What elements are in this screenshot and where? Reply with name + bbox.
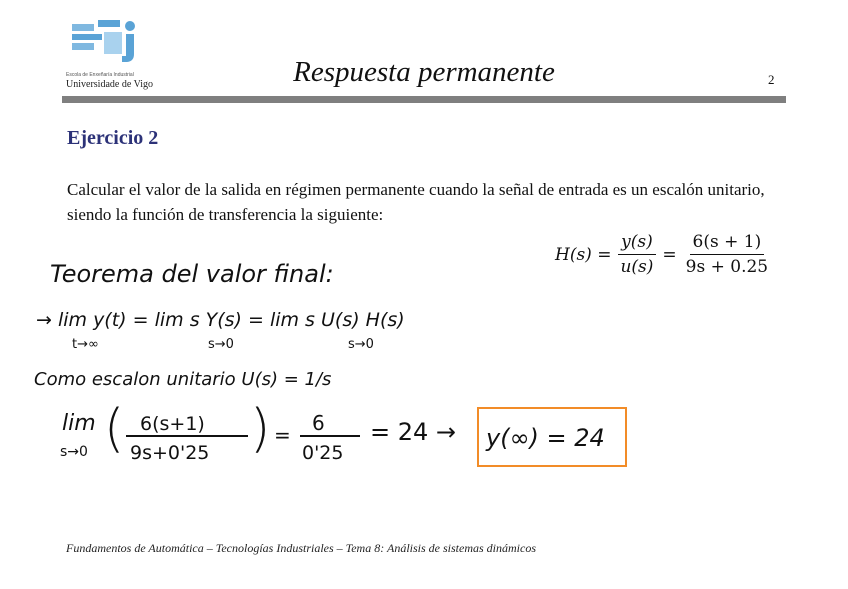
hw-paren-close: ) bbox=[250, 399, 271, 459]
hw-lim: lim bbox=[62, 411, 96, 436]
hw-lim-sub: s→0 bbox=[60, 444, 88, 460]
hw-limit-line: → lim y(t) = lim s Y(s) = lim s U(s) H(s) bbox=[36, 309, 405, 331]
hw-paren-open: ( bbox=[104, 399, 125, 459]
exercise-heading: Ejercicio 2 bbox=[67, 127, 159, 149]
exercise-statement: Calcular el valor de la salida en régimen permanente cuando la señal de entrada es un escalón unitario, siendo la función de transferencia la siguiente: bbox=[67, 180, 765, 224]
hw-boxed-result: y(∞) = 24 bbox=[486, 424, 605, 452]
hw-frac2-num: 6 bbox=[312, 411, 325, 435]
formula-frac2-num: 6(s + 1) bbox=[690, 232, 765, 255]
page-number: 2 bbox=[768, 72, 775, 87]
hw-limit-t: t→∞ bbox=[72, 337, 99, 352]
formula-frac1-den: u(s) bbox=[620, 257, 654, 277]
logo-university-text: Universidade de Vigo bbox=[66, 79, 153, 90]
formula-lhs: H(s) = bbox=[555, 244, 612, 265]
hw-frac2-den: 0'25 bbox=[302, 442, 344, 464]
hw-result: = 24 → bbox=[370, 418, 457, 446]
hw-equals: = bbox=[274, 423, 291, 447]
formula-frac2-den: 9s + 0.25 bbox=[685, 257, 769, 277]
formula-fraction-2 bbox=[683, 232, 771, 277]
header-divider bbox=[62, 96, 786, 103]
hw-frac-num: 6(s+1) bbox=[140, 413, 205, 435]
logo-school-text: Escola de Enxeñaría Industrial bbox=[66, 72, 134, 78]
hw-frac-den: 9s+0'25 bbox=[130, 442, 210, 464]
hw-step-line: Como escalon unitario U(s) = 1/s bbox=[34, 369, 332, 390]
formula-frac1-num: y(s) bbox=[618, 232, 656, 255]
hw-limit-s1: s→0 bbox=[208, 337, 234, 352]
footer-course-info: Fundamentos de Automática – Tecnologías Industriales – Tema 8: Análisis de sistemas dinámicos bbox=[66, 541, 536, 555]
formula-equals: = bbox=[662, 244, 677, 265]
handwritten-solution bbox=[30, 250, 650, 470]
hw-limit-s2: s→0 bbox=[348, 337, 374, 352]
page-title: Respuesta permanente bbox=[293, 56, 555, 88]
hw-theorem-line: Teorema del valor final: bbox=[50, 260, 334, 288]
